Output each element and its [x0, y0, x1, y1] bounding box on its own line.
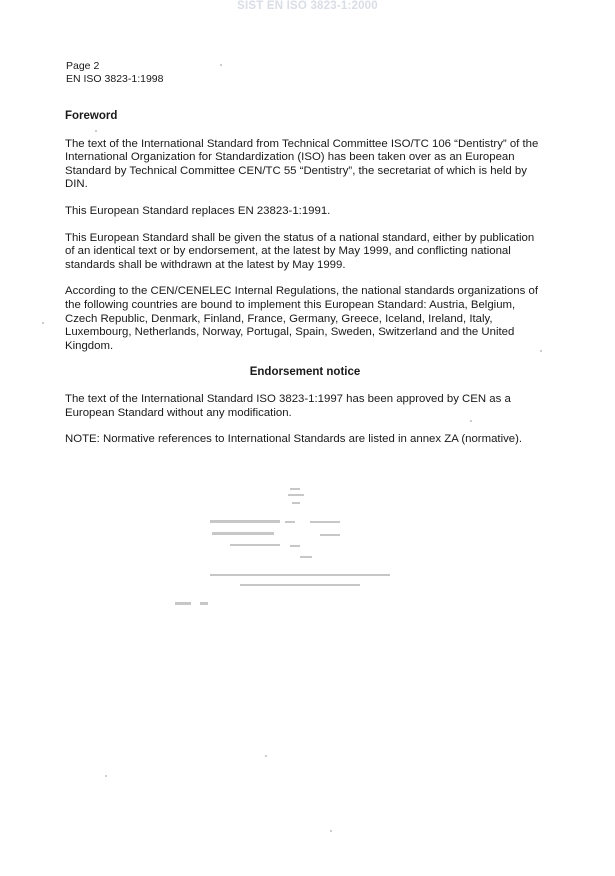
scan-speck	[220, 64, 222, 66]
scan-speck	[470, 420, 472, 422]
endorsement-paragraph: The text of the International Standard ISO 3823-1:1997 has been approved by CEN as a European Standard without any modification.	[65, 392, 511, 419]
page-header	[66, 60, 163, 86]
scan-speck	[105, 775, 107, 777]
foreword-paragraph: This European Standard replaces EN 23823-1:1991.	[65, 204, 331, 217]
document-id: EN ISO 3823-1:1998	[66, 73, 164, 85]
foreword-paragraph: The text of the International Standard from Technical Committee ISO/TC 106 “Dentistry” of the International Organization for Standardization (ISO) has been taken over as an European Standard by Technical Committee CEN/TC 55 “Dentistry”, the secretariat of which is held by DIN.	[65, 137, 539, 191]
scan-speck	[42, 322, 44, 324]
endorsement-note: NOTE: Normative references to International Standards are listed in annex ZA (normative).	[65, 433, 523, 446]
foreword-paragraph: This European Standard shall be given the status of a national standard, either by publication of an identical text or by endorsement, at the latest by May 1999, and conflicting national standards shall be withdrawn at the latest by May 1999.	[65, 231, 535, 271]
scan-speck	[265, 755, 267, 757]
foreword-heading: Foreword	[65, 110, 118, 122]
document-body	[65, 110, 545, 460]
faded-stamp-graphic	[170, 486, 400, 616]
foreword-paragraph: According to the CEN/CENELEC Internal Regulations, the national standards organizations of the following countries are bound to implement this European Standard: Austria, Belgium, Czech Republic, Denmark, Finland, France, Germany, Greece, Iceland, Ireland, Italy, Luxembourg, Netherlands, Norway, Portugal, Spain, Sweden, Switzerland and the United Kingdom.	[65, 285, 538, 352]
scan-speck	[330, 830, 332, 832]
scan-speck	[95, 130, 97, 132]
page-number: Page 2	[66, 60, 100, 72]
scan-speck	[540, 350, 542, 352]
endorsement-heading: Endorsement notice	[249, 366, 361, 379]
watermark: SIST EN ISO 3823-1:2000	[237, 0, 378, 12]
